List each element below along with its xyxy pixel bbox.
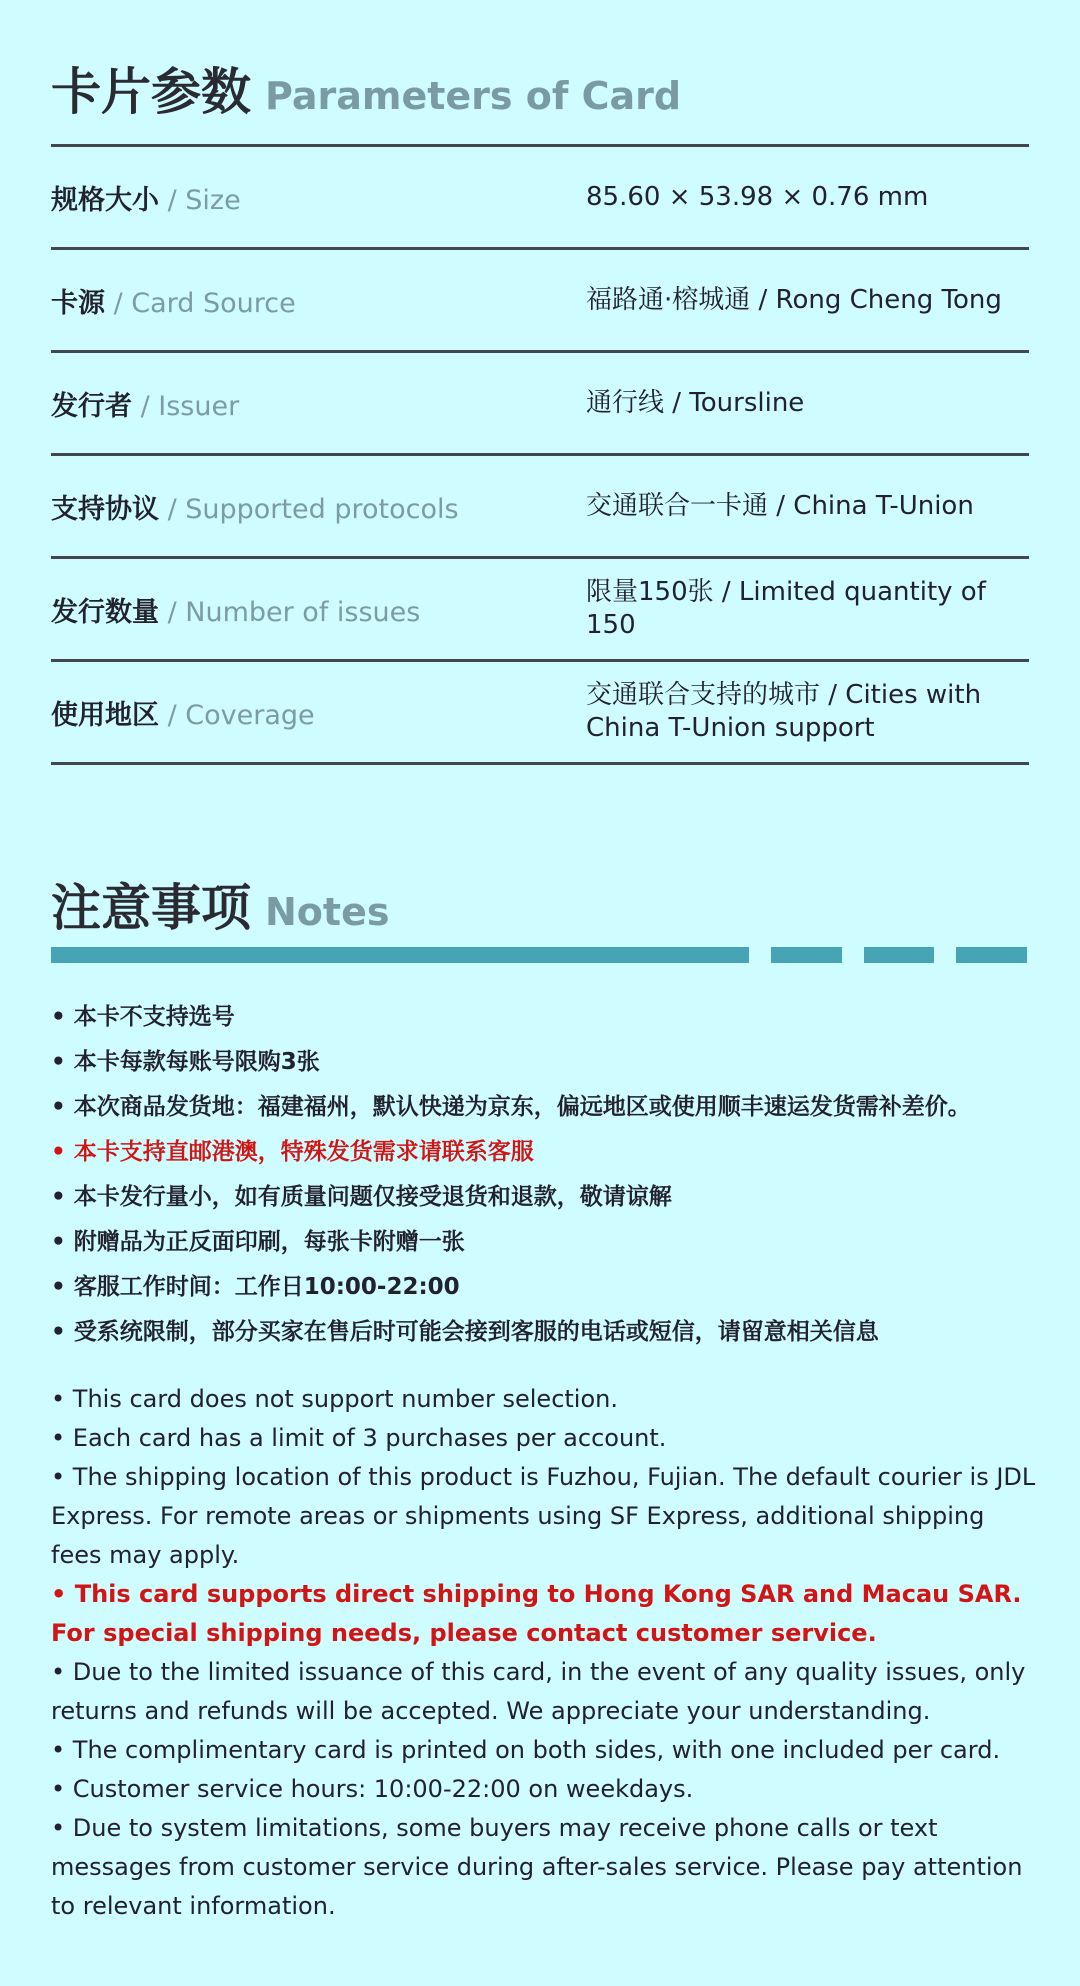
note-item-zh: • 本次商品发货地：福建福州，默认快递为京东，偏远地区或使用顺丰速运发货需补差价。 <box>51 1094 971 1120</box>
notes-divider-dash <box>771 947 842 963</box>
notes-title <box>51 868 389 940</box>
note-item-en: • This card does not support number selection. <box>51 1385 618 1413</box>
params-title <box>51 52 681 124</box>
params-title-zh: 卡片参数 <box>51 63 251 121</box>
note-item-en: • Due to the limited issuance of this card, in the event of any quality issues, only returns and refunds will be accepted. We appreciate your understanding. <box>51 1658 1026 1725</box>
note-item-zh: • 本卡每款每账号限购3张 <box>51 1049 320 1075</box>
param-label: 发行数量 / Number of issues <box>51 596 421 628</box>
note-item-zh: • 受系统限制，部分买家在售后时可能会接到客服的电话或短信，请留意相关信息 <box>51 1319 879 1345</box>
notes-title-zh: 注意事项 <box>51 879 251 937</box>
notes-list-zh <box>51 995 1051 1355</box>
param-label: 规格大小 / Size <box>51 184 241 216</box>
note-item-zh-highlight: • 本卡支持直邮港澳，特殊发货需求请联系客服 <box>51 1139 534 1165</box>
param-value: 85.60 × 53.98 × 0.76 mm <box>586 181 929 212</box>
note-item-en: • Due to system limitations, some buyers may receive phone calls or text messages from customer service during after-sales service. Please pay attention to relevant information. <box>51 1814 1023 1920</box>
param-value: 交通联合支持的城市 / Cities with China T-Union support <box>586 680 982 743</box>
notes-list-en <box>51 1380 1036 1926</box>
param-row-size <box>51 147 1029 250</box>
param-value: 福路通·榕城通 / Rong Cheng Tong <box>586 284 1002 315</box>
notes-divider-dash <box>956 947 1027 963</box>
note-item-en-highlight: • This card supports direct shipping to Hong Kong SAR and Macau SAR. For special shipping needs, please contact customer service. <box>51 1580 1022 1647</box>
params-table <box>51 144 1029 765</box>
params-title-en: Parameters of Card <box>265 74 682 118</box>
param-row-card-source <box>51 250 1029 353</box>
note-item-zh: • 本卡不支持选号 <box>51 1004 235 1030</box>
param-label: 支持协议 / Supported protocols <box>51 493 459 525</box>
notes-divider-dash <box>864 947 934 963</box>
param-row-coverage <box>51 662 1029 765</box>
param-value: 通行线 / Toursline <box>586 387 805 418</box>
param-row-number-of-issues <box>51 559 1029 662</box>
param-value: 交通联合一卡通 / China T-Union <box>586 490 974 521</box>
note-item-en: • Customer service hours: 10:00-22:00 on weekdays. <box>51 1775 694 1803</box>
param-row-issuer <box>51 353 1029 456</box>
note-item-en: • Each card has a limit of 3 purchases per account. <box>51 1424 667 1452</box>
param-row-protocols <box>51 456 1029 559</box>
param-value: 限量150张 / Limited quantity of 150 <box>586 577 986 640</box>
note-item-zh: • 客服工作时间：工作日10:00-22:00 <box>51 1274 460 1300</box>
param-label: 发行者 / Issuer <box>51 390 240 422</box>
note-item-zh: • 附赠品为正反面印刷，每张卡附赠一张 <box>51 1229 465 1255</box>
notes-divider-long <box>51 947 749 963</box>
note-item-en: • The complimentary card is printed on both sides, with one included per card. <box>51 1736 1001 1764</box>
note-item-zh: • 本卡发行量小，如有质量问题仅接受退货和退款，敬请谅解 <box>51 1184 672 1210</box>
param-label: 使用地区 / Coverage <box>51 699 315 731</box>
param-label: 卡源 / Card Source <box>51 287 296 319</box>
notes-title-en: Notes <box>265 890 390 934</box>
note-item-en: • The shipping location of this product is Fuzhou, Fujian. The default courier is JDL Express. For remote areas or shipments using SF Express, additional shipping fees may apply. <box>51 1463 1036 1569</box>
